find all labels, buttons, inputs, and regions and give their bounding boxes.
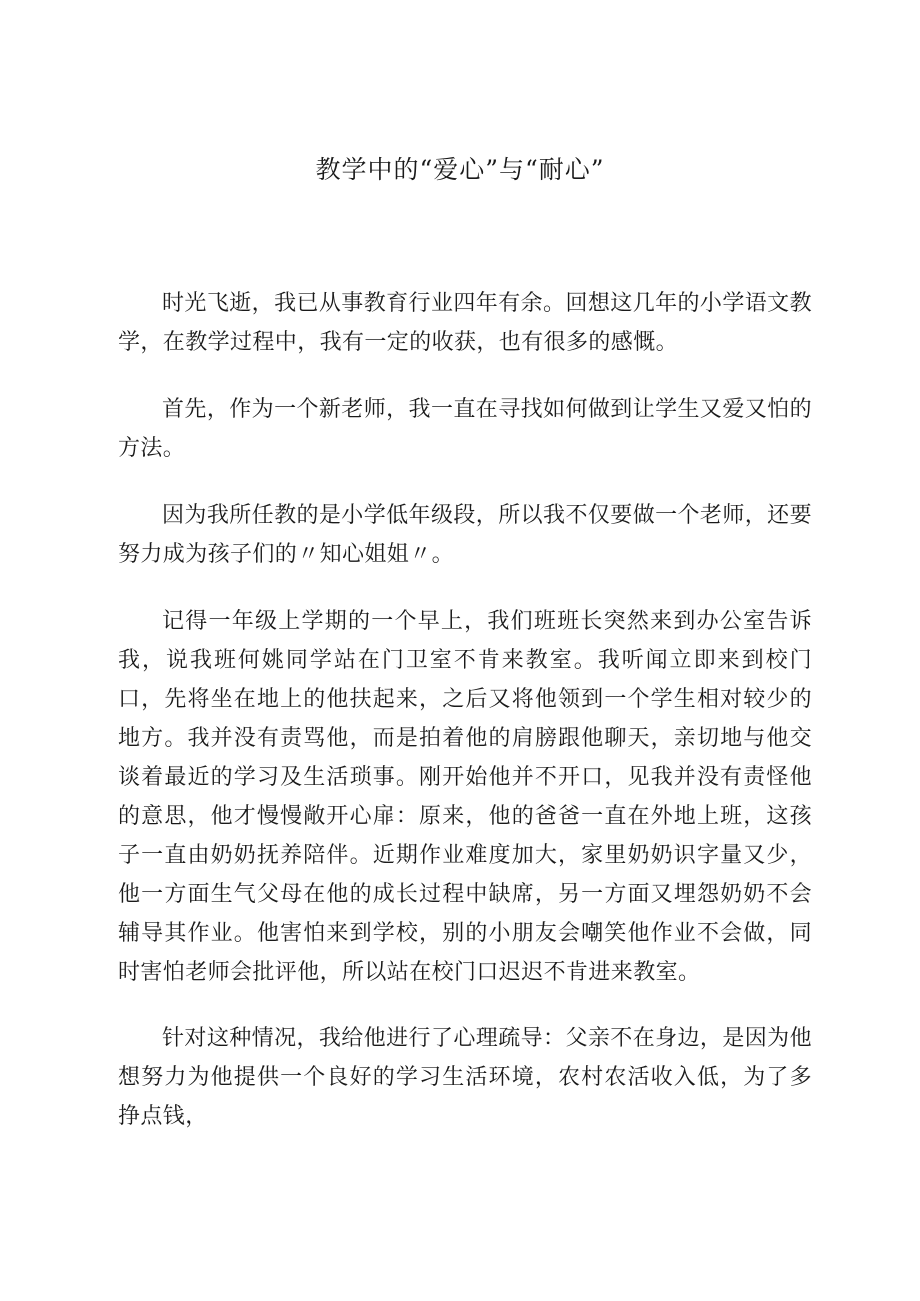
paragraph-teacher-role: 因为我所任教的是小学低年级段，所以我不仅要做一个老师，还要努力成为孩子们的〃知心姐姐〃。	[118, 503, 812, 567]
paragraph-student-story: 记得一年级上学期的一个早上，我们班班长突然来到办公室告诉我，说我班何姚同学站在门卫室不肯来教室。我听闻立即来到校门口，先将坐在地上的他扶起来，之后又将他领到一个学生相对较少的地方。我并没有责骂他，而是拍着他的肩膀跟他聊天，亲切地与他交谈着最近的学习及生活琐事。刚开始他并不开口，见我并没有责怪他的意思，他才慢慢敞开心扉：原来，他的爸爸一直在外地上班，这孩子一直由奶奶抚养陪伴。近期作业难度加大，家里奶奶识字量又少，他一方面生气父母在他的成长过程中缺席，另一方面又埋怨奶奶不会辅导其作业。他害怕来到学校，别的小朋友会嘲笑他作业不会做，同时害怕老师会批评他，所以站在校门口迟迟不肯进来教室。	[118, 609, 812, 985]
document-title: 教学中的“爱心”与“耐心”	[315, 155, 605, 184]
paragraph-counseling: 针对这种情况，我给他进行了心理疏导：父亲不在身边，是因为他想努力为他提供一个良好的学习生活环境，农村农活收入低，为了多挣点钱，	[118, 1026, 812, 1129]
paragraph-first-point: 首先，作为一个新老师，我一直在寻找如何做到让学生又爱又怕的方法。	[118, 397, 812, 461]
paragraph-intro: 时光飞逝，我已从事教育行业四年有余。回想这几年的小学语文教学，在教学过程中，我有一定的收获，也有很多的感慨。	[118, 291, 812, 355]
document-body	[118, 284, 812, 1164]
